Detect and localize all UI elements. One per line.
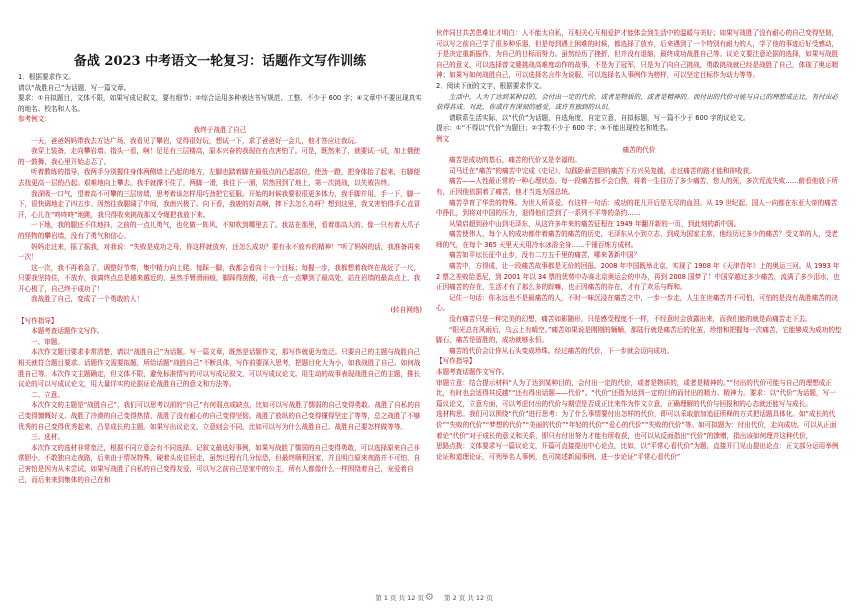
- essay-2-title: 痛苦的代价: [622, 145, 656, 154]
- reference-label: 参考例文：: [18, 115, 51, 124]
- essay-paragraph: 司马迁在“痛苦”的痛苦中完成《史记》，勾践卧薪尝胆的痛苦下方兴吴复越，走过痛苦的路才能和抑收获。: [449, 166, 756, 175]
- guide-section-2-title: 二、立意。: [31, 390, 64, 399]
- page-1-content: [18, 72, 422, 582]
- essay-paragraph: 痛苦中，方得成，让一段痛苦故事都是无价的回报。2008 年中国既举北京，实现了 1908 年《天津青年》上的奥运三问。从 1993 年 2 票之差败给悉尼，到 2001 年以 34 票的优势申办赛北京奥运会的申办，再到 2008 国梦了！中国穿越过多少痛苦，流满了多少泪水，也正因痛苦的存在，生活才有了那么多的踪嘛，也正因痛苦的存在，才有了欢乐与辉和。: [436, 262, 840, 292]
- essay-paragraph: 一下地，我的腿还不住地抖，之前的一点儿勇气，也化做一阵风，不知吹到哪里去了。我站在那里，看着那高大的、像一只有着大爪子的怪物的攀岩墙，没有了勇气和信心。: [18, 221, 421, 240]
- essay-2-body: [436, 155, 842, 356]
- guide-paragraph: 思路点拨：文体要求写一篇议论文，开篇可直接提出中心论点，比如，以“平常心看代价”为题，直接开门见山提出论点：正文部分运用举例论证和道理论证，可列举名人事例，也可简述新闻事例，进一步论证“平常心看代价”: [436, 442, 839, 461]
- guide-paragraph: 审题立意：结合提示材料“人为了达到某种目的，会付出一定的代价，或者是物质的，或者是精神的。”“付出的代价可能与自己的理想成正比，有时也会适得其反越”“还有得出话题——代价”。“代价”还指为达到一定的目的而付出的精力、精神力。要求：以“代价”为话题，写一篇议论文，立意方面，可以考虑付出的代价与期望是否成正比来作为作文立意，正确理解的代价与回报和的心态就还能写与成长。: [436, 378, 836, 408]
- guide-label: 【写作指导】: [18, 316, 58, 325]
- page-2-footer: 第 2 页 共 12 页: [444, 594, 493, 602]
- essay-paragraph: 痛苦是成功的基石，痛苦的代价又是幸福的。: [449, 156, 581, 165]
- question-1-topic: 请以“战胜自己”为话题，写一篇文章。: [18, 83, 131, 92]
- guide-intro: 本题考查话题作文写作。: [436, 368, 509, 376]
- guide-continuation: 伙伴同甘共苦患难让才明白：人不能太自私，互相关心互相爱护才能体会到生活中的温暖与美好；如果写战胜了没有耐心的自己变得坚韧，可以写之前自己学了很多种乐器，但是每到遇上困难的时候，都选择了放弃，后来遇到了一个特别有耐力的人，学了他的事迹后好受感动，于是决定重新振作，为自己的目标而努力。虽然经历了挫折，但并没有退缩，最终成功战胜自己等。议论文要注意论据的选择，如果写战胜自己的意义，可以选择曾文婆挑战高难度动作的故事，不是为了冠军，只是为了向自己挑战，勇敢挑战就已经是战胜了自己，体现了奥运精神；如果写如何战胜自己，可以选择名言作为说服，可以选择名人事例作为榜样，可以坚定目标作为动力等等。: [436, 29, 839, 80]
- question-1-requirements: 要求：①自拟题目，文体不限，如果写成记叙文，要有细节；②综合运用多种表达书写规范、工整、不少于 600 字；④文章中不要出现真实的地名、校名和人名。: [18, 94, 422, 113]
- gear-icon: ⚙: [425, 592, 434, 603]
- essay-paragraph: 痛苦孕育了华贵的特殊。为世人所喜爱。有这样一句话：成功的花儿开后是无尽的血泪。从 19 世纪起，国人一向都在东亚大帝的痛苦中挣扎，到将对中国的压力，退得他们尝到了一系列不平等的条约……: [436, 198, 838, 218]
- question-1-heading: 1．根据要求作文。: [18, 73, 75, 81]
- essay-paragraph: 痛苦使伟人，每个人的成功都伴着痛苦的痛苦的历史，毛泽东从小到立志，到成为国家主席，他经历过多少的痛苦？受文革的人，受老师的气，在每个 365 天里天天用冷水冰浴全身……千锤百炼方成材。: [436, 230, 839, 249]
- question-2-requirements: 请联系生活实际，以“代价”为话题，自选角度，自定立意，自拟标题，写一篇不少于 600 字的议论文。: [449, 113, 750, 122]
- essay-paragraph: 我战胜了自己，变成了一个勇敢的人！: [31, 295, 144, 304]
- page-1-footer: 第 1 页 共 12 页: [375, 594, 424, 602]
- essay-paragraph: 我穿上装备，走向攀岩墙。指头一看，啊！足足有三层楼高，原本兴奋的我现在有点害怕了。可是，既然来了，就要试一试，加上俄使的一鼓舞，我心里开始忐忑了。: [18, 147, 421, 166]
- guide-section-3-text: 本次作文的选材非常宽泛，根据不同立意会有不同选择。记叙文最选好事例，如果写战胜了懦弱的自己变得勇敢，可以选择原来自己非常胆小，不敢独自走夜路，后来由于情况特殊，硬着头皮往回走，虽然过程有几分惊恐，但最终顺利回家，并且明白原来夜路并不可怕，自己害怕是因为从未尝试。如果写战胜了自私的自己变得友爱，可以写之前自己是家中的公主，所有人都像什么一样围绕着自己，宠爱着自己，而后来来到集体的自己在和: [18, 443, 421, 484]
- essay-paragraph: 妈妈走过来，摇了摇我，对我说：“失败是成功之母，你这样就放弃，还怎么成功？要有永不放弃的精神！”听了妈妈的话，我准备再来一次！: [18, 242, 421, 262]
- question-2-quote: 生活中，人为了达到某种目的，会付出一定的代价，或者是物质的，或者是精神的。而付出的代价可能与自己的理想成正比，有付出必获得其成。对此，你或许有深刻的感受，或许有独到的认识。: [436, 92, 839, 112]
- essay-paragraph: 记住一句话：你永远也不是最痛苦的人，不时一味沉浸在痛苦之中，一步一步走，人生在世痛苦并不可怕，可怕的是没有战胜痛苦的决心。: [436, 293, 839, 313]
- page-2-content: [436, 28, 842, 582]
- guide-intro: 本题考查话题作文写作。: [31, 327, 104, 336]
- essay-paragraph: 痛苦——人性最正常的一种心理状态。每一段痛苦都不会白熬，将着一生往历了多少痛苦，您人的死，多次荒流失败……俯看他放下所有，正因他依据着了痛苦，他才当选为国总统。: [436, 177, 839, 196]
- essay-paragraph: 痛苦的代价会让你从石头变成珍珠。经过痛苦的代价，下一步就会迈向成功。: [449, 346, 674, 355]
- essay-paragraph: 从梁启超到孙中山到毛泽东，从这许多年来的痛苦征程在 1949 年翻开新的一页，到此刻的新中国。: [449, 219, 741, 228]
- guide-label: 【写作指导】: [436, 357, 476, 366]
- essay-paragraph: 痛苦如平坛长征中止步，没有二万五千里的痛苦，哪来著新中国？: [449, 251, 641, 260]
- essay-paragraph: 没有痛苦只是一种完美的幻想，痛苦如影随形，只是感受程度不一样，不经意时会放露出来，而我们能的就是尚痛苦走下去。: [449, 315, 812, 324]
- guide-section-3-title: 三、选材。: [31, 433, 64, 442]
- question-2-hints: 提示：①“不得以“代价”为题目；②字数不少于 600 字；③不能出现校名和姓名。: [436, 124, 672, 133]
- essay-paragraph: 一天，爸爸妈妈带我去方达广场，我看见了攀岩，觉得很好玩，想试一下，求了爸爸好一会儿，他才答应让我玩。: [31, 136, 361, 145]
- question-2-heading: 2．阅读下面的文字，根据要求作文。: [436, 81, 546, 90]
- guide-section-1-title: 一、审题。: [31, 337, 64, 346]
- example-label: 例文: [436, 134, 450, 143]
- guide-paragraph: 选材构思。我们可以围绕“代价”进行思考：为了什么事情要付出怎样的代价，即可以采取旅加追征所释的方式把话题具体化。如“成长的代价”“失败的代价”“梦想的代价”“美丽的代价”“年轻的代价”“爱心的代价”“失败的代价”等。如可拟题为：付出代价，走向成功。可以从正面着论“代价”对于成长的意义和关系，即只有付出努力才能有所收获，也可以从反面指出“代价”的馈赠，指出该如何理并这种代价，: [436, 410, 837, 440]
- document-title: 备战 2023 中考语文一轮复习：话题作文写作训练: [73, 54, 367, 69]
- essay-paragraph: “阳光总在风雨后，乌云上有晴空。”痛苦如果说是刚刚的蛹蛹，那陆行就是痛苦后的化茧，珍惜和把握每一次痛苦，它能够成为成功的垫脚石，痛苦是留胜的，成功就够永恒。: [436, 325, 842, 345]
- essay-paragraph: 听着教练的指导，我两手分别握住身体两侧墙上凸起的地方，左脚也踏着脚在最低点的凸起部位，使劲一蹬，把身体抬了起来，右脚便去找更高一层的凸起。艰难地向上攀去。我手就撑不住了，两脚一滑，我往下一溜，居然回到了地上，第一次挑战，以失败告终。: [18, 168, 421, 187]
- essay-1-title: 我终于战胜了自己: [193, 125, 247, 134]
- essay-paragraph: 我深吸一口气，望着高不可攀的三层房墙，思考着该怎样用巧劲把它征服。开始的时候我要很很更多体力，我手脚并用，手一下，脚一下，很快调地走了四五步。因然往我腿阔了中间，我南兴极了。向下看，我鹿的好高啊，摔下去怎么办呀？想到这里，我又害怕得手心直冒汗，心儿在“咚咚咚”地跳，我只得收来挑战那又令绳把我放下来。: [18, 189, 421, 219]
- essay-source: (转自网络): [390, 306, 422, 315]
- guide-section-1-text: 本次作文题目要求非常清楚，请以“战胜自己”为话题，写一篇文章，既然是话题作文，那写作就更为宽泛。只要自己的主题与战胜自己相关就符合题目要求。话题作文需要拟题，所给话题“战胜自己”不断具体，写作前要深入思考，把题目化大为小，如我战胜了自己、如何战胜自己等。本次作文主题确定，但文体不限，避免标准情写的可以写成记叙文，可以写成议论文。用生动的故事表现战胜自己的主题，推长议论的可以写成议论文，用大量详实的论据证论战胜自己的意义和方法等。: [18, 348, 421, 389]
- essay-paragraph: 这一次，我不再着急了，调整好节奏，集中精力向上爬。每踩一脚，我都会看向十一个目标；每握一步，我都想着我终在战近了一尺，只要我坚持住，不放弃，我离终点总是越来越近的，虽然手臂滑雨痕，脚踩得刮酸，可我一点一点攀到了最高处，站在岩墙的最高点上，我开心极了，自己终于成功了！: [18, 263, 421, 293]
- page-2: [430, 0, 860, 608]
- essay-1-body: [18, 136, 422, 306]
- guide-section-2-text: 本次作文的主题是“战胜自己”，我们可以思考以前的“自己”有何弱点或缺点，比如可以写战胜了懦弱的自己变得勇敢、战胜了自私的自己变得慷慨好义、战胜了冷漠的自己变得热情、战胜了没有耐心的自己变得坚韧。战胜了放纵的自己变得懂得坚定了等等，总之战胜了不够优秀的自己变得优秀起来，凸显成长的主题。如果写出议论文，立意则会不同，比如可以写为什么战胜自己、战胜自己要怎样做等等。: [18, 401, 421, 431]
